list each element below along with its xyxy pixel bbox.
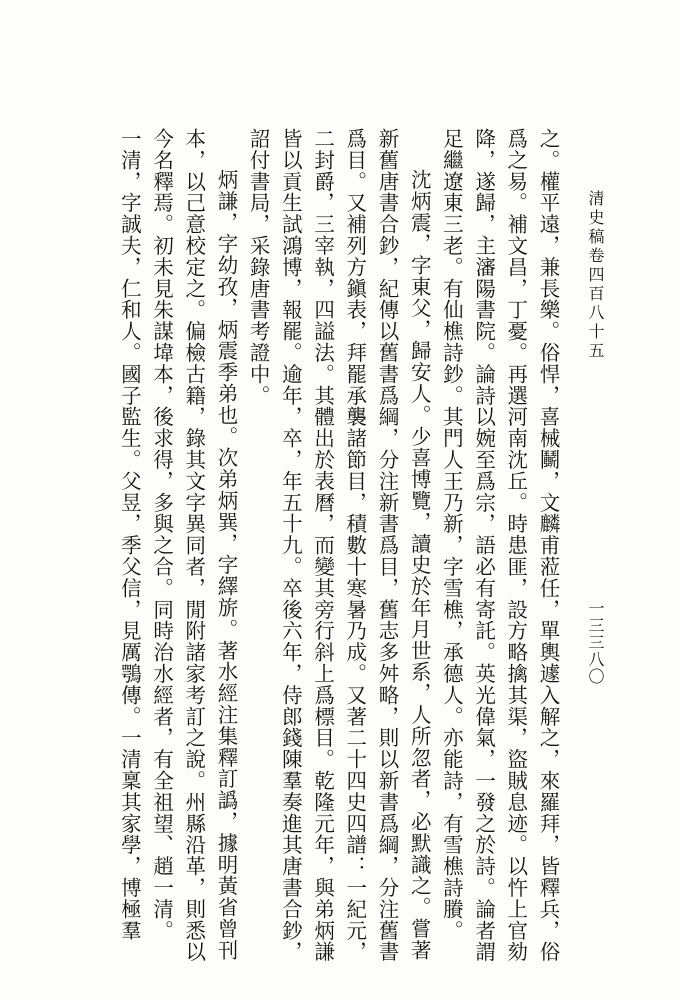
paragraph-bingqian: 炳謙，字幼孜，炳震季弟也。次弟炳巽，字繹旂。著水經注集釋訂譌，據明黃省曾刊本，以己意校定之。偏檢古籍，錄其文字異同者，閒附諸家考訂之說。州縣沿革，則悉以今名釋焉。初未見朱謀㙔本，後求得，多與之合。同時治水經者，有全祖望、趙一清。: [149, 128, 238, 963]
paragraph-gui-wenlin-continued: 之。權平遠，兼長樂。俗悍，喜械鬭，文麟甫蒞任，單輿遽入解之，來羅拜，皆釋兵，俗爲之易。補文昌，丁憂。再選河南沈丘。時患匪，設方略擒其渠，盜賊息迹。以忤上官劾降，遂歸，主瀋陽書院。論詩以婉至爲宗，語必有寄託。英光偉氣，一發之於詩。論者謂足繼遼東三老。有仙樵詩鈔。其門人王乃新，字雪樵，承德人。亦能詩，有雪樵詩賸。: [439, 128, 560, 963]
page-number: 一三三八〇: [586, 600, 605, 685]
running-head: 清史稿卷四百八十五: [586, 190, 605, 361]
paragraph-zhao-yiqing: 一清，字誠夫，仁和人。國子監生。父昱，季父信，見厲鶚傳。一清稟其家學，博極羣: [117, 128, 142, 942]
paragraph-shen-bingzhen: 沈炳震，字東父，歸安人。少喜博覽，讀史於年月世系，人所忽者，必默識之。嘗著新舊唐書合鈔，紀傳以舊書爲綱，分注新書爲目，舊志多舛略，則以新書爲綱，分注舊書爲目。又補列方鎭表，拜罷承襲諸節目，積數十寒暑乃成。又著二十四史四譜：一紀元，二封爵，三宰執，四謚法。其體出於表曆，而變其旁行斜上爲標目。乾隆元年，與弟炳謙皆以貢生試鴻博，報罷。逾年，卒，年五十九。卒後六年，侍郎錢陳羣奏進其唐書合鈔，詔付書局，采錄唐書考證中。: [246, 128, 432, 963]
body-text: [92, 128, 564, 968]
